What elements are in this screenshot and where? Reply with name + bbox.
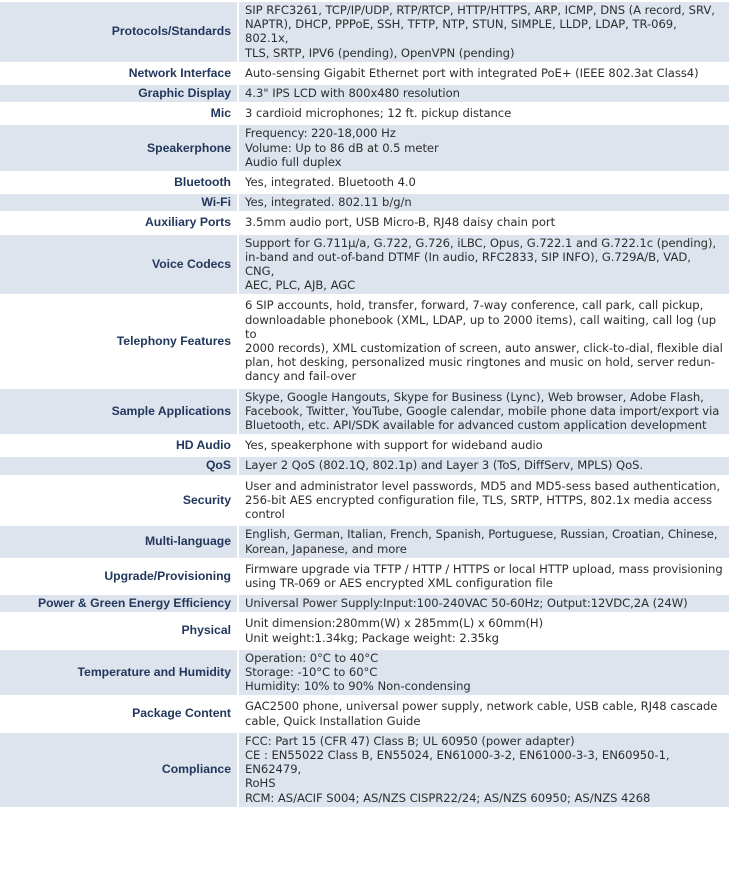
spec-value-line: 256-bit AES encrypted configuration file, TLS, SRTP, HTTPS, 802.1x media access (245, 492, 712, 507)
spec-value-line: Storage: -10°C to 60°C (245, 664, 378, 679)
spec-value-line: NAPTR), DHCP, PPPoE, SSH, TFTP, NTP, STUN, SIMPLE, LLDP, LDAP, TR-069, 802.1x, (245, 17, 677, 46)
spec-value-line: downloadable phonebook (XML, LDAP, up to 2000 items), call waiting, call log (up to (245, 312, 717, 341)
spec-value-line: Skype, Google Hangouts, Skype for Business (Lync), Web browser, Adobe Flash, (245, 389, 704, 404)
spec-row (0, 698, 729, 729)
spec-value-line: in-band and out-of-band DTMF (In audio, RFC2833, SIP INFO), G.729A/B, VAD, CNG, (245, 249, 691, 279)
spec-value (239, 457, 729, 474)
spec-value-line: 3.5mm audio port, USB Micro-B, RJ48 daisy chain port (245, 215, 556, 230)
spec-label: Graphic Display (0, 85, 239, 102)
spec-value (239, 297, 729, 385)
spec-value-line: AEC, PLC, AJB, AGC (245, 278, 356, 293)
spec-row (0, 389, 729, 435)
spec-value-line: Audio full duplex (245, 154, 342, 169)
spec-value (239, 561, 729, 592)
spec-value (239, 194, 729, 211)
spec-value (239, 65, 729, 82)
spec-value-line: SIP RFC3261, TCP/IP/UDP, RTP/RTCP, HTTP/HTTPS, ARP, ICMP, DNS (A record, SRV, (245, 3, 715, 17)
spec-value (239, 214, 729, 231)
spec-value-line: Auto-sensing Gigabit Ethernet port with integrated PoE+ (IEEE 802.3at Class4) (245, 65, 699, 80)
spec-label: Security (0, 478, 239, 524)
spec-row (0, 457, 729, 474)
spec-label: Mic (0, 105, 239, 122)
spec-value-line: using TR-069 or AES encrypted XML configuration file (245, 575, 553, 590)
spec-value-line: RoHS (245, 776, 276, 791)
spec-label: QoS (0, 457, 239, 474)
spec-value (239, 615, 729, 646)
spec-value (239, 437, 729, 454)
spec-value-line: Unit weight:1.34kg; Package weight: 2.35kg (245, 630, 499, 645)
spec-value (239, 389, 729, 435)
spec-row (0, 478, 729, 524)
spec-value-line: RCM: AS/ACIF S004; AS/NZS CISPR22/24; AS/NZS 60950; AS/NZS 4268 (245, 790, 651, 805)
spec-value-line: Yes, integrated. Bluetooth 4.0 (245, 175, 416, 190)
spec-row (0, 437, 729, 454)
spec-row (0, 65, 729, 82)
spec-value (239, 595, 729, 612)
spec-value-line: User and administrator level passwords, MD5 and MD5-sess based authentication, (245, 478, 721, 493)
spec-table-body (0, 2, 729, 807)
spec-value-line: 3 cardioid microphones; 12 ft. pickup distance (245, 106, 512, 121)
spec-value-line: GAC2500 phone, universal power supply, network cable, USB cable, RJ48 cascade (245, 699, 718, 714)
spec-value-line: cable, Quick Installation Guide (245, 713, 421, 728)
spec-row (0, 526, 729, 557)
spec-label: Temperature and Humidity (0, 650, 239, 696)
spec-value (239, 650, 729, 696)
spec-value (239, 478, 729, 524)
spec-value (239, 174, 729, 191)
spec-value-line: Layer 2 QoS (802.1Q, 802.1p) and Layer 3 (ToS, DiffServ, MPLS) QoS. (245, 458, 644, 473)
spec-value (239, 733, 729, 807)
spec-value-line: control (245, 507, 285, 522)
spec-value-line: 6 SIP accounts, hold, transfer, forward, 7-way conference, call park, call pickup, (245, 298, 704, 313)
spec-value (239, 125, 729, 171)
spec-label: Compliance (0, 733, 239, 807)
spec-row (0, 595, 729, 612)
spec-value-line: plan, hot desking, personalized music ringtones and music on hold, server redun- (245, 355, 715, 370)
spec-label: Upgrade/Provisioning (0, 561, 239, 592)
spec-label: Voice Codecs (0, 235, 239, 295)
spec-value-line: Bluetooth, etc. API/SDK available for advanced custom application development (245, 418, 707, 433)
spec-value-line: Facebook, Twitter, YouTube, Google calendar, mobile phone data import/export via (245, 403, 720, 418)
spec-value-line: Frequency: 220-18,000 Hz (245, 126, 396, 141)
spec-value-line: Yes, speakerphone with support for wideband audio (245, 438, 543, 453)
spec-label: Auxiliary Ports (0, 214, 239, 231)
spec-value-line: dancy and fail-over (245, 369, 357, 384)
spec-label: Package Content (0, 698, 239, 729)
spec-value-line: Humidity: 10% to 90% Non-condensing (245, 679, 471, 694)
spec-row (0, 297, 729, 385)
spec-value-line: FCC: Part 15 (CFR 47) Class B; UL 60950 (power adapter) (245, 733, 575, 748)
spec-value-line: 2000 records), XML customization of screen, auto answer, click-to-dial, flexible dial (245, 341, 723, 356)
spec-label: Bluetooth (0, 174, 239, 191)
spec-label: Physical (0, 615, 239, 646)
spec-value (239, 698, 729, 729)
spec-row (0, 194, 729, 211)
spec-value-line: CE : EN55022 Class B, EN55024, EN61000-3-2, EN61000-3-3, EN60950-1, EN62479, (245, 747, 670, 777)
spec-label: Speakerphone (0, 125, 239, 171)
spec-value-line: Korean, Japanese, and more (245, 541, 407, 556)
spec-label: HD Audio (0, 437, 239, 454)
spec-label: Protocols/Standards (0, 2, 239, 62)
spec-value (239, 235, 729, 295)
spec-value (239, 2, 729, 62)
spec-label: Power & Green Energy Efficiency (0, 595, 239, 612)
spec-value-line: Firmware upgrade via TFTP / HTTP / HTTPS or local HTTP upload, mass provisioning (245, 561, 723, 576)
spec-value-line: Support for G.711μ/a, G.722, G.726, iLBC, Opus, G.722.1 and G.722.1c (pending), (245, 235, 717, 250)
spec-value-line: TLS, SRTP, IPV6 (pending), OpenVPN (pending) (245, 45, 515, 60)
spec-label: Network Interface (0, 65, 239, 82)
spec-row (0, 733, 729, 807)
spec-row (0, 2, 729, 62)
spec-row (0, 615, 729, 646)
spec-row (0, 235, 729, 295)
spec-label: Sample Applications (0, 389, 239, 435)
spec-value (239, 85, 729, 102)
spec-value-line: Yes, integrated. 802.11 b/g/n (245, 195, 412, 210)
spec-value-line: Volume: Up to 86 dB at 0.5 meter (245, 140, 439, 155)
spec-row (0, 85, 729, 102)
spec-row (0, 174, 729, 191)
spec-row (0, 650, 729, 696)
spec-row (0, 125, 729, 171)
spec-value (239, 105, 729, 122)
spec-value (239, 526, 729, 557)
spec-row (0, 105, 729, 122)
spec-label: Telephony Features (0, 297, 239, 385)
spec-value-line: Unit dimension:280mm(W) x 285mm(L) x 60mm(H) (245, 616, 544, 631)
spec-value-line: English, German, Italian, French, Spanish, Portuguese, Russian, Croatian, Chinese, (245, 527, 718, 542)
spec-value-line: Universal Power Supply:Input:100-240VAC 50-60Hz; Output:12VDC,2A (24W) (245, 596, 688, 611)
spec-row (0, 561, 729, 592)
spec-value-line: Operation: 0°C to 40°C (245, 650, 379, 665)
spec-label: Multi-language (0, 526, 239, 557)
spec-value-line: 4.3" IPS LCD with 800x480 resolution (245, 86, 460, 101)
spec-label: Wi-Fi (0, 194, 239, 211)
spec-row (0, 214, 729, 231)
